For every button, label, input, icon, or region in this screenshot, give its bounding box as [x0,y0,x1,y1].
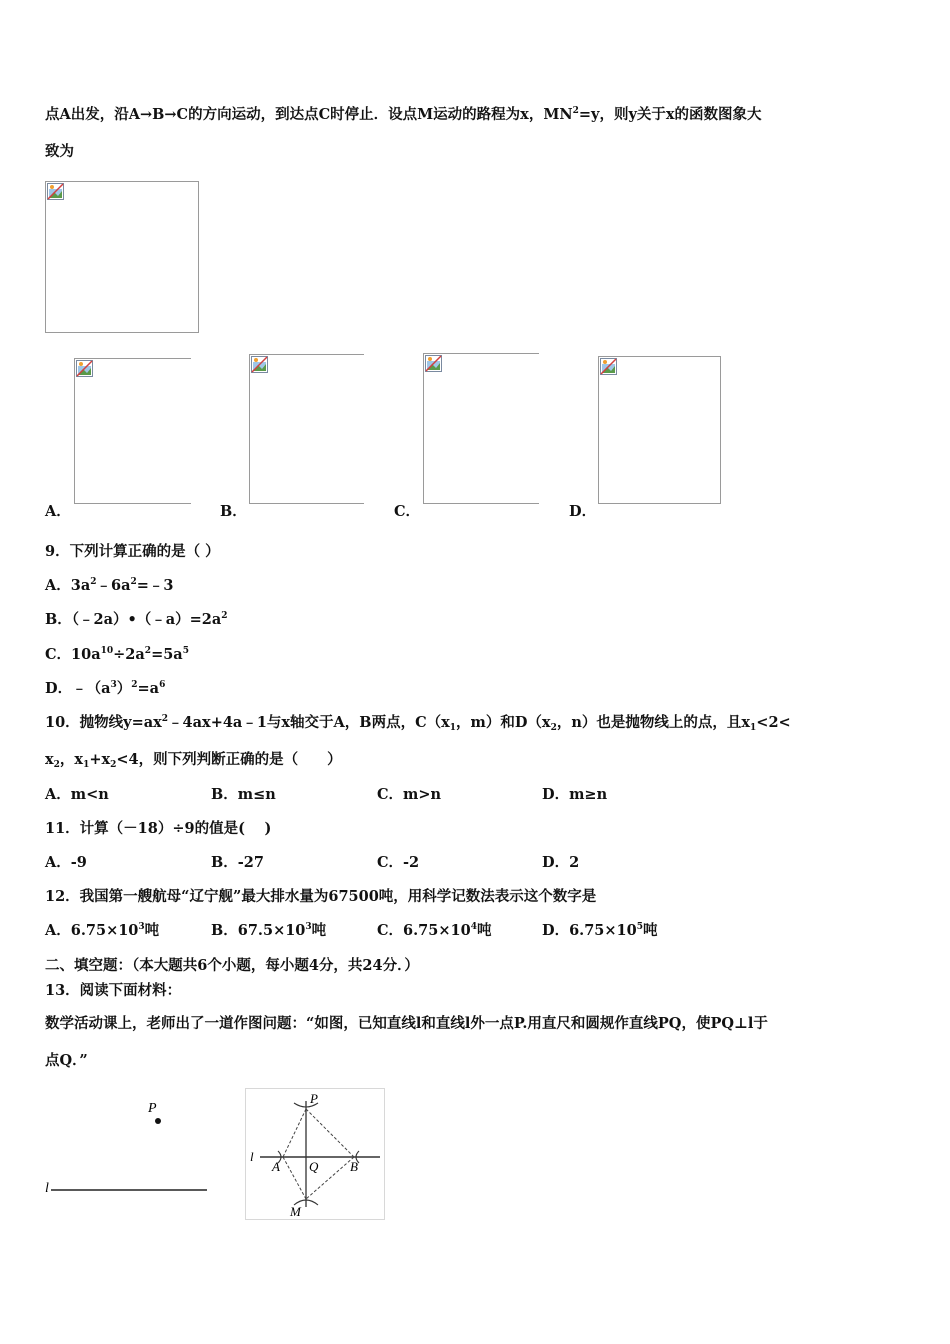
q10-stem-line-1: 10．抛物线$y=ax^2﹣4ax+4a﹣1$与x轴交于A，B两点，$C(x_1$，m）和$D(x_2$，n）也是抛物线上的点，且$x_1<2<$ [45,714,791,733]
intro-line-1: 点A出发，沿A→B→C的方向运动，到达点C时停止．设点M运动的路程为x，$MN^2=y$，则y关于x的函数图象大 [45,106,762,123]
q10-option-d: D．m≥n [542,786,608,803]
q13-line-1: 数学活动课上，老师出了一道作图问题：“如图，已知直线l和直线l外一点P.用直尺和圆规作直线PQ，使PQ⊥l于 [45,1015,768,1032]
q9-option-d: D．$﹣(a^3)^2=a^6$ [45,680,166,697]
q9-option-a: A．$3a^2﹣6a^2=﹣3$ [45,577,174,594]
segment-pb [306,1109,354,1157]
q11-option-d: D．2 [542,854,580,871]
label-p: P [310,1091,318,1106]
point-p [155,1118,161,1124]
q13-stem: 13．阅读下面材料： [45,982,182,999]
label-b: B [350,1159,358,1174]
intro-line-2: 致为 [45,143,74,160]
broken-image-icon [600,358,617,375]
label-a: A [272,1159,280,1174]
q11-option-a: A．-9 [45,854,87,871]
q12-option-a: A．$6.75\times 10^3$吨 [45,922,160,939]
broken-image-main [45,181,199,333]
figure-construction [245,1088,385,1220]
q8-option-b-label: B． [220,503,247,520]
q8-option-d-label: D． [569,503,597,520]
section-2-heading: 二、填空题：（本大题共6个小题，每小题4分，共24分．） [45,957,419,974]
broken-image-option-c [423,353,539,504]
q10-option-c: C．m>n [377,786,442,803]
q11-option-c: C．-2 [377,854,420,871]
label-q: Q [309,1159,319,1174]
q12-option-d: D．$6.75\times 10^5$吨 [542,922,658,939]
broken-image-option-b [249,354,364,504]
label-l: l [45,1181,49,1196]
label-l: l [250,1149,254,1164]
q10-stem-line-2: $x_2$，$x_1+x_2<4$，则下列判断正确的是（ ） [45,751,342,770]
figure-point-line [45,1090,215,1210]
broken-image-icon [251,356,268,373]
label-p: P [148,1101,157,1116]
q13-line-2: 点Q．” [45,1052,88,1069]
broken-image-icon [47,183,64,200]
q9-stem: 9．下列计算正确的是（ ） [45,543,220,560]
broken-image-option-a [74,358,191,504]
q10-option-a: A．m<n [45,786,109,803]
q12-option-c: C．$6.75\times 10^4$吨 [377,922,492,939]
q11-option-b: B．-27 [211,854,264,871]
figure-construction-svg [246,1089,384,1219]
segment-am [283,1157,306,1199]
label-m: M [290,1204,301,1219]
q11-stem: 11．计算（－18）÷9的值是( ) [45,820,272,837]
q12-stem: 12．我国第一艘航母“辽宁舰”最大排水量为67500吨，用科学记数法表示这个数字是 [45,888,597,905]
q10-option-b: B．m≤n [211,786,276,803]
broken-image-option-d [598,356,721,504]
segment-pa [283,1109,306,1157]
figure-point-line-svg [45,1090,215,1210]
q12-option-b: B．$67.5\times 10^3$吨 [211,922,327,939]
q9-option-c: C．$10a^{10}\div 2a^2=5a^5$ [45,646,189,663]
q8-option-c-label: C． [394,503,421,520]
q8-option-a-label: A． [45,503,71,520]
broken-image-icon [76,360,93,377]
q9-option-b: B．$(﹣2a)•(﹣a)=2a^2$ [45,611,228,628]
broken-image-icon [425,355,442,372]
